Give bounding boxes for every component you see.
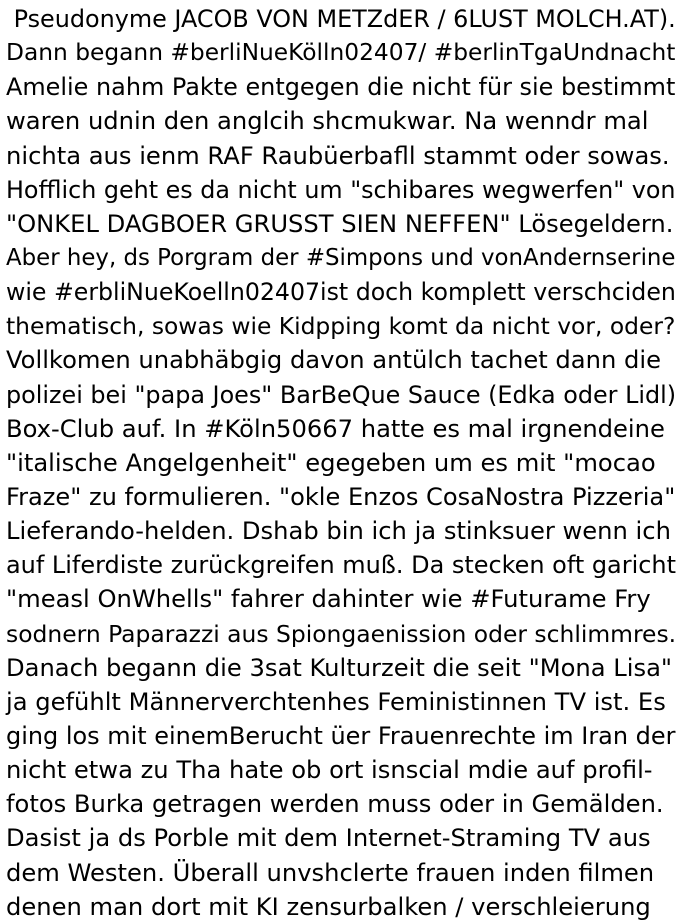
text-line: Amelie nahm Pakte entgegen die nicht für sie bestimmt	[6, 73, 676, 102]
text-line: Fraze" zu formulieren. "okle Enzos CosaNostra Pizzeria"	[6, 482, 676, 511]
text-line: thematisch, sowas wie Kidpping komt da nicht vor, oder?	[6, 312, 676, 341]
text-line: nicht etwa zu Tha hate ob ort isnscial mdie auf profil-	[6, 756, 653, 785]
text-line: auf Liferdiste zurückgreifen muß. Da stecken oft garicht	[6, 551, 676, 580]
text-line: sodnern Paparazzi aus Spiongaenission oder schlimmres.	[6, 619, 677, 648]
text-line: nichta aus ienm RAF Raubüerbafll stammt oder sowas.	[6, 141, 670, 170]
text-line: Aber hey, ds Porgram der #Simpons und vonAndernserine	[6, 244, 676, 271]
text-line: ging los mit einemBerucht üer Frauenrechte im Iran der	[6, 721, 676, 750]
text-line: denen man dort mit KI zensurbalken / verschleierung	[6, 892, 651, 921]
text-line: dem Westen. Überall unvshclerte frauen inden filmen	[6, 858, 655, 887]
text-line: "ONKEL DAGBOER GRUSST SIEN NEFFEN" Lösegeldern.	[6, 209, 674, 238]
text-line: Danach begann die 3sat Kulturzeit die seit "Mona Lisa"	[6, 653, 673, 682]
text-line: Dann begann #berliNueKölln02407/ #berlinTgaUndnacht	[6, 39, 676, 67]
text-line: ja gefühlt Männerverchtenhes Feministinnen TV ist. Es	[6, 687, 666, 716]
text-line: Lieferando-helden. Dshab bin ich ja stinksuer wenn ich	[6, 517, 671, 546]
text-line: Hofflich geht es da nicht um "schibares wegwerfen" von	[6, 175, 676, 204]
text-line: Vollkomen unabhäbgig davon antülch tachet dann die	[6, 346, 661, 375]
text-line: waren udnin den anglcih shcmukwar. Na wenndr mal	[6, 107, 649, 136]
text-line: fotos Burka getragen werden muss oder in Gemälden.	[6, 790, 664, 819]
text-line: wie #erbliNueKoelln02407ist doch komplett verschciden	[6, 278, 676, 307]
text-line: "italische Angelgenheit" egegeben um es mit "mocao	[6, 448, 656, 477]
text-line: polizei bei "papa Joes" BarBeQue Sauce (Edka oder Lidl)	[6, 380, 677, 409]
text-line: Pseudonyme JACOB VON METZdER / 6LUST MOLCH.AT).	[6, 5, 676, 33]
text-line: Box-Club auf. In #Köln50667 hatte es mal irgnendeine	[6, 414, 665, 443]
text-line: Dasist ja ds Porble mit dem Internet-Straming TV aus	[6, 824, 651, 853]
text-line: "measl OnWhells" fahrer dahinter wie #Futurame Fry	[6, 585, 651, 614]
